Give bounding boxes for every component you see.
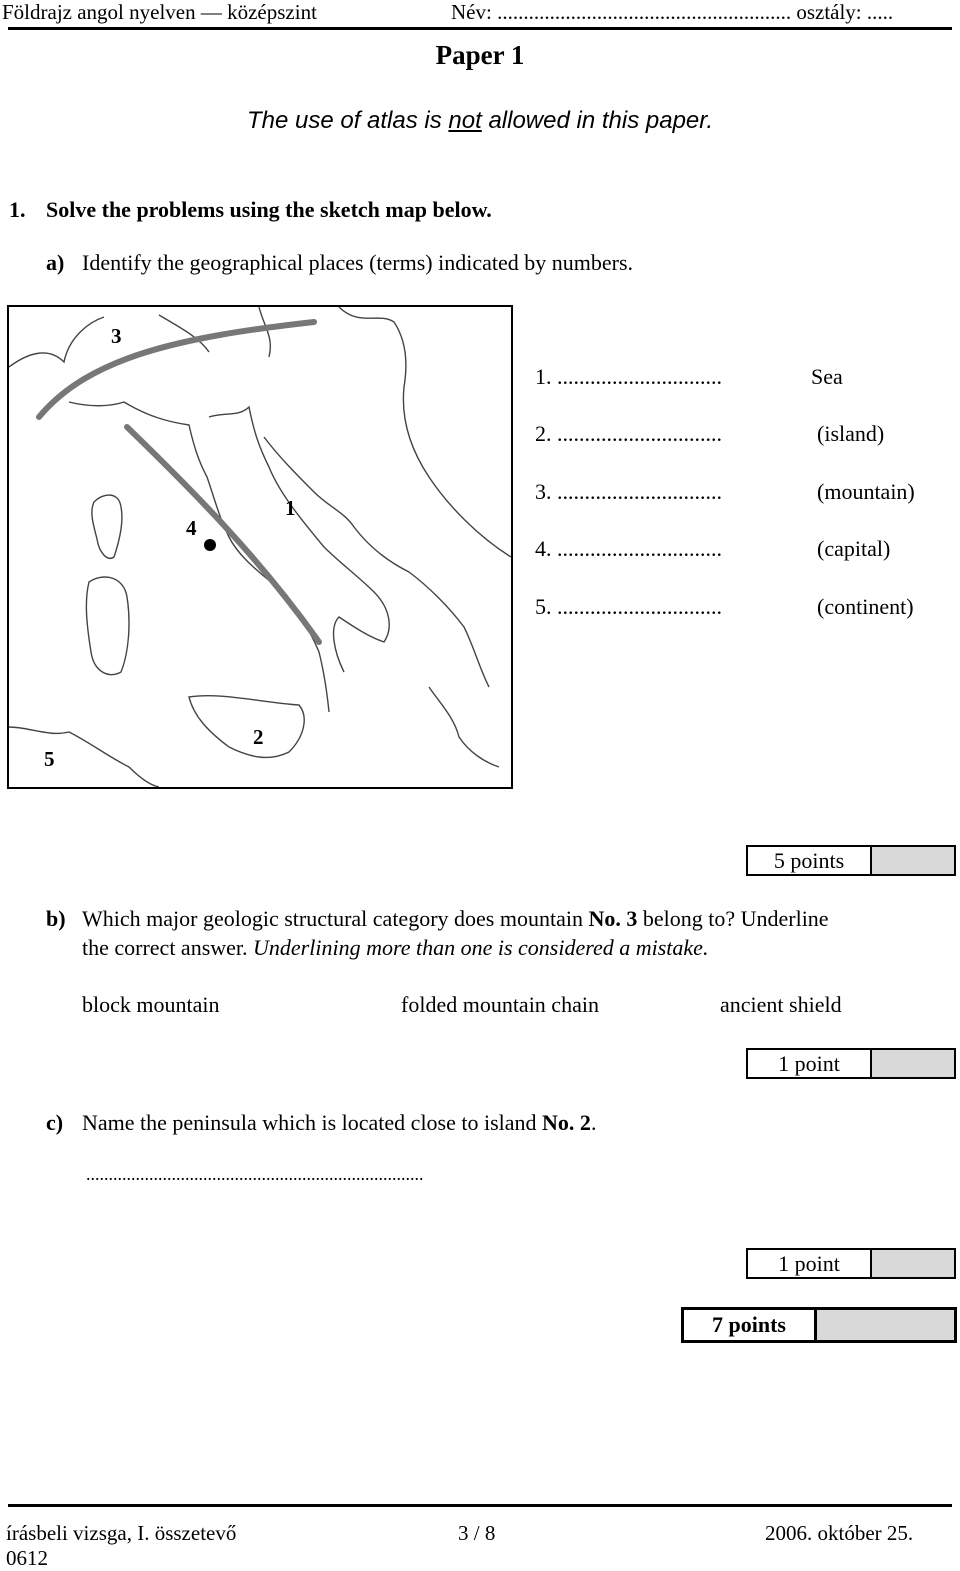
answer-1: 1. .............................. Sea [535, 364, 843, 389]
score-label-b: 1 point [748, 1050, 872, 1077]
answer-2: 2. .............................. (island) [535, 421, 885, 446]
island-sicily [189, 696, 304, 758]
note-emphasis: not [448, 107, 482, 134]
score-box-a [746, 845, 956, 876]
coast-balkans [264, 437, 489, 687]
sketch-map [7, 305, 513, 789]
part-c-letter: c) [46, 1110, 64, 1135]
score-box-b [746, 1048, 956, 1079]
answer-3: 3. .............................. (mountain) [535, 479, 915, 504]
score-label-a: 5 points [748, 847, 872, 874]
score-field-total[interactable] [817, 1310, 954, 1340]
score-label-c: 1 point [748, 1250, 872, 1277]
score-box-total [681, 1307, 957, 1343]
capital-dot [204, 539, 216, 551]
map-label-1: 1 [285, 496, 296, 520]
coast-italy-west [69, 402, 329, 712]
map-label-5: 5 [44, 747, 55, 771]
task-instruction: Solve the problems using the sketch map below. [46, 197, 492, 222]
footer-date: 2006. október 25. [765, 1521, 914, 1545]
task-number: 1. [9, 197, 26, 222]
map-label-2: 2 [253, 725, 264, 749]
footer-code: 0612 [6, 1546, 48, 1570]
island-sardinia [86, 577, 129, 675]
option-folded-mountain-chain[interactable]: folded mountain chain [401, 992, 599, 1017]
footer-rule [8, 1504, 952, 1507]
part-b-line2: the correct answer. Underlining more than one is considered a mistake. [82, 935, 709, 960]
atlas-note: The use of atlas is not allowed in this paper. [246, 107, 714, 134]
header-rule [8, 27, 952, 30]
part-a-text: Identify the geographical places (terms) indicated by numbers. [82, 250, 634, 275]
map-label-4: 4 [186, 516, 197, 540]
option-ancient-shield[interactable]: ancient shield [720, 992, 842, 1017]
part-b-letter: b) [46, 906, 66, 931]
island-corsica [92, 495, 122, 558]
coast-greece [429, 687, 499, 767]
score-field-b[interactable] [872, 1050, 954, 1077]
page-title: Paper 1 [435, 40, 525, 70]
part-c-text: Name the peninsula which is located close to island No. 2. [82, 1110, 597, 1135]
coast-africa [9, 727, 159, 787]
score-field-c[interactable] [872, 1250, 954, 1277]
answer-5: 5. .............................. (continent) [535, 594, 914, 619]
option-block-mountain[interactable]: block mountain [82, 992, 220, 1017]
header-subject: Földrajz angol nyelven — középszint [2, 0, 317, 24]
map-drawing [9, 307, 511, 787]
footer-page-number: 3 / 8 [458, 1521, 496, 1545]
part-b-line1: Which major geologic structural category does mountain No. 3 belong to? Underline [82, 906, 829, 931]
mountain-chain-apennines [127, 427, 319, 642]
answer-4: 4. .............................. (capital) [535, 536, 891, 561]
score-label-total: 7 points [684, 1310, 817, 1340]
score-field-a[interactable] [872, 847, 954, 874]
part-a-letter: a) [46, 250, 65, 275]
footer-exam-part: írásbeli vizsga, I. összetevő [6, 1521, 237, 1545]
map-label-3: 3 [111, 324, 122, 348]
mountain-chain-alps [39, 322, 314, 417]
part-c-answer-line[interactable]: ........................................................................... [86, 1164, 424, 1184]
header-name-field: Név: ........................................................ osztály: ..... [451, 0, 894, 24]
score-box-c [746, 1248, 956, 1279]
coast-north [9, 307, 511, 557]
